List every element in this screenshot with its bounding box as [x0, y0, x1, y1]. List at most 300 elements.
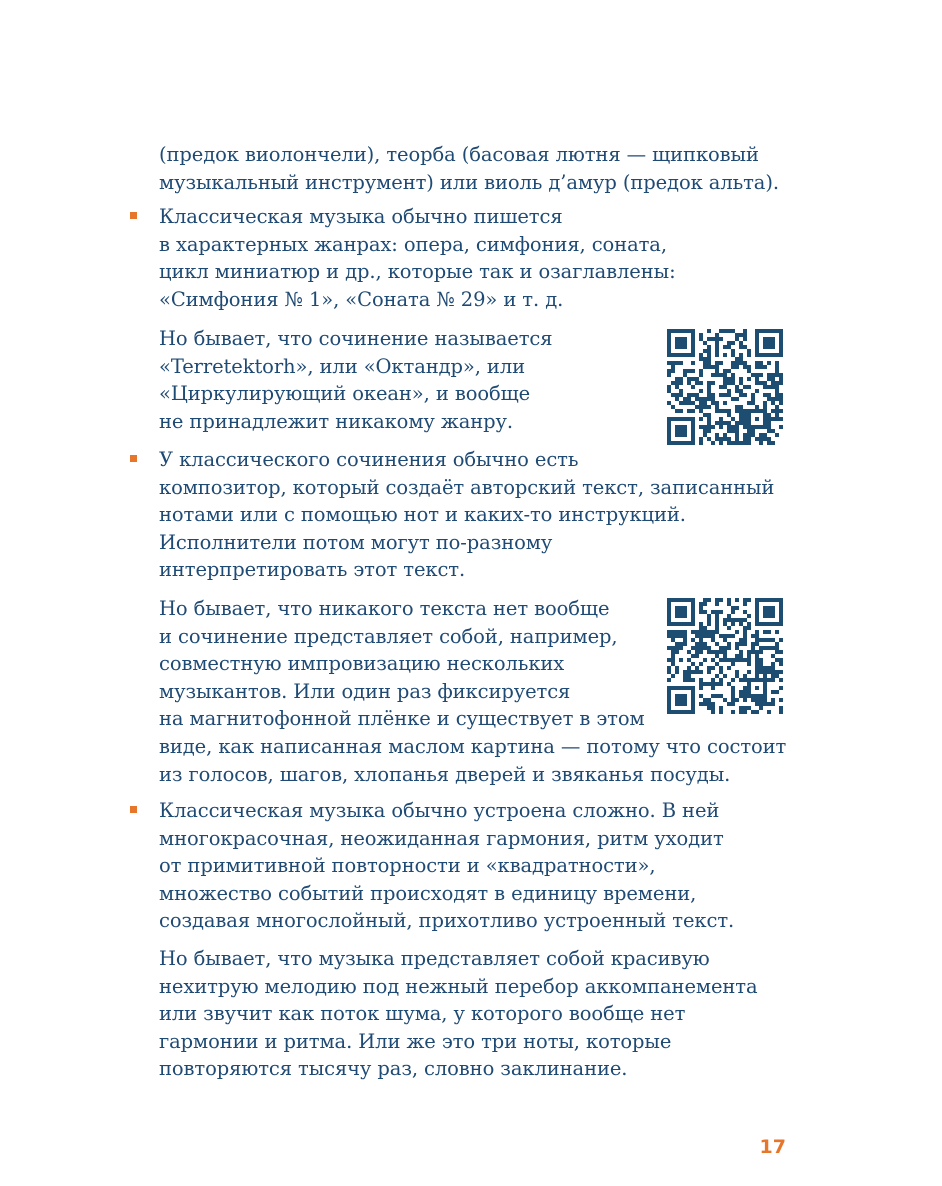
qr-module: [743, 630, 747, 634]
qr-module: [671, 674, 675, 678]
qr-module: [731, 349, 735, 353]
qr-module: [691, 341, 695, 345]
qr-module: [775, 642, 779, 646]
qr-module: [695, 630, 699, 634]
qr-module: [679, 630, 683, 634]
qr-module: [719, 682, 723, 686]
qr-module: [711, 610, 715, 614]
qr-module: [775, 361, 779, 365]
page-number: 17: [759, 1136, 786, 1158]
bullet-item-complexity: [159, 797, 734, 935]
qr-module: [743, 610, 747, 614]
qr-module: [775, 393, 779, 397]
qr-module: [747, 385, 751, 389]
qr-module: [679, 389, 683, 393]
qr-module: [759, 361, 763, 365]
qr-module: [691, 690, 695, 694]
qr-module: [675, 670, 679, 674]
qr-module: [699, 694, 703, 698]
qr-module: [691, 401, 695, 405]
qr-module: [703, 658, 707, 662]
qr-module: [751, 646, 755, 650]
qr-module: [711, 441, 715, 445]
qr-module: [771, 337, 775, 341]
qr-module: [767, 614, 771, 618]
qr-module: [699, 373, 703, 377]
qr-module: [743, 710, 747, 714]
qr-module: [719, 678, 723, 682]
qr-module: [715, 405, 719, 409]
qr-module: [747, 686, 751, 690]
qr-module: [727, 658, 731, 662]
qr-module: [727, 341, 731, 345]
qr-module: [779, 658, 783, 662]
qr-module: [683, 606, 687, 610]
qr-module: [675, 694, 679, 698]
qr-module: [687, 674, 691, 678]
qr-module: [687, 377, 691, 381]
qr-module: [775, 397, 779, 401]
qr-module: [719, 329, 723, 333]
text-line: Но бывает, что никакого текста нет вообще: [159, 597, 610, 620]
qr-module: [671, 361, 675, 365]
qr-module: [719, 425, 723, 429]
qr-module: [727, 614, 731, 618]
qr-module: [707, 385, 711, 389]
qr-module: [763, 690, 767, 694]
qr-module: [731, 698, 735, 702]
qr-module: [779, 598, 783, 602]
qr-module: [711, 678, 715, 682]
qr-module: [743, 337, 747, 341]
qr-module: [735, 385, 739, 389]
qr-module: [675, 429, 679, 433]
qr-module: [767, 329, 771, 333]
qr-module: [675, 381, 679, 385]
qr-module: [775, 598, 779, 602]
bullet-marker: [130, 455, 137, 462]
qr-module: [767, 710, 771, 714]
qr-module: [707, 429, 711, 433]
qr-module: [679, 409, 683, 413]
qr-module: [715, 694, 719, 698]
qr-module: [779, 678, 783, 682]
qr-module: [775, 417, 779, 421]
qr-module: [679, 433, 683, 437]
qr-module: [751, 642, 755, 646]
qr-module: [727, 425, 731, 429]
qr-module: [667, 389, 671, 393]
qr-module: [731, 622, 735, 626]
qr-module: [735, 646, 739, 650]
qr-module: [759, 433, 763, 437]
qr-module: [711, 634, 715, 638]
qr-module: [739, 393, 743, 397]
qr-module: [775, 385, 779, 389]
qr-module: [767, 441, 771, 445]
qr-module: [759, 437, 763, 441]
qr-module: [699, 425, 703, 429]
qr-module: [683, 610, 687, 614]
qr-module: [779, 662, 783, 666]
qr-module: [723, 650, 727, 654]
qr-module: [675, 377, 679, 381]
qr-module: [767, 606, 771, 610]
qr-module: [743, 626, 747, 630]
qr-module: [775, 674, 779, 678]
qr-module: [719, 650, 723, 654]
qr-module: [719, 393, 723, 397]
qr-module: [767, 413, 771, 417]
qr-module: [727, 389, 731, 393]
qr-module: [687, 678, 691, 682]
qr-module: [767, 646, 771, 650]
qr-module: [691, 385, 695, 389]
qr-module: [739, 413, 743, 417]
qr-module: [771, 345, 775, 349]
qr-module: [667, 598, 671, 602]
qr-module: [667, 618, 671, 622]
qr-module: [747, 401, 751, 405]
qr-module: [703, 634, 707, 638]
qr-module: [763, 437, 767, 441]
qr-module: [719, 421, 723, 425]
qr-module: [743, 634, 747, 638]
qr-module: [683, 670, 687, 674]
text-line: Классическая музыка обычно устроена сложно. В ней: [159, 799, 720, 822]
qr-code-2[interactable]: [667, 598, 783, 714]
qr-module: [739, 341, 743, 345]
qr-module: [691, 333, 695, 337]
qr-module: [723, 654, 727, 658]
qr-module: [755, 425, 759, 429]
qr-module: [703, 642, 707, 646]
qr-module: [731, 365, 735, 369]
qr-module: [675, 397, 679, 401]
qr-module: [727, 682, 731, 686]
text-line: музыкальный инструмент) или виоль д’амур (предок альта).: [159, 170, 779, 194]
qr-module: [691, 598, 695, 602]
qr-module: [703, 598, 707, 602]
qr-module: [775, 658, 779, 662]
text-line: создавая многослойный, прихотливо устроенный текст.: [159, 909, 735, 933]
qr-module: [739, 353, 743, 357]
qr-module: [751, 710, 755, 714]
qr-module: [671, 630, 675, 634]
qr-module: [719, 670, 723, 674]
qr-module: [699, 610, 703, 614]
qr-module: [719, 437, 723, 441]
qr-module: [775, 622, 779, 626]
qr-module: [723, 409, 727, 413]
qr-module: [739, 381, 743, 385]
qr-module: [687, 686, 691, 690]
text-line: «Terretektorh», или «Октандр», или: [159, 354, 526, 378]
qr-module: [771, 678, 775, 682]
qr-module: [667, 666, 671, 670]
qr-module: [711, 397, 715, 401]
qr-module: [683, 401, 687, 405]
qr-module: [687, 381, 691, 385]
qr-module: [731, 634, 735, 638]
qr-module: [735, 405, 739, 409]
qr-module: [775, 369, 779, 373]
qr-module: [731, 441, 735, 445]
qr-module: [767, 630, 771, 634]
qr-module: [735, 421, 739, 425]
qr-module: [759, 662, 763, 666]
qr-module: [671, 686, 675, 690]
qr-module: [727, 666, 731, 670]
qr-module: [683, 425, 687, 429]
qr-module: [719, 441, 723, 445]
qr-module: [779, 401, 783, 405]
qr-module: [715, 349, 719, 353]
qr-module: [779, 337, 783, 341]
text-line: на магнитофонной плёнке и существует в этом: [159, 707, 645, 731]
qr-module: [691, 602, 695, 606]
qr-module: [771, 610, 775, 614]
qr-module: [723, 658, 727, 662]
qr-module: [679, 353, 683, 357]
qr-module: [771, 397, 775, 401]
qr-code-1[interactable]: [667, 329, 783, 445]
qr-module: [687, 670, 691, 674]
qr-module: [715, 622, 719, 626]
qr-module: [767, 345, 771, 349]
qr-module: [699, 650, 703, 654]
qr-module: [755, 670, 759, 674]
qr-module: [715, 341, 719, 345]
bullet-item-composer: [159, 446, 774, 584]
qr-module: [763, 417, 767, 421]
qr-module: [727, 626, 731, 630]
text-line: нотами или с помощью нот и каких-то инструкций.: [159, 503, 686, 527]
qr-module: [699, 622, 703, 626]
qr-module: [691, 441, 695, 445]
qr-module: [779, 670, 783, 674]
qr-module: [767, 337, 771, 341]
qr-module: [675, 441, 679, 445]
qr-module: [679, 610, 683, 614]
qr-module: [703, 361, 707, 365]
qr-module: [687, 441, 691, 445]
qr-module: [743, 678, 747, 682]
qr-module: [667, 606, 671, 610]
qr-module: [747, 662, 751, 666]
qr-module: [675, 341, 679, 345]
qr-module: [707, 622, 711, 626]
qr-module: [743, 694, 747, 698]
qr-module: [691, 618, 695, 622]
qr-module: [727, 421, 731, 425]
qr-module: [691, 614, 695, 618]
qr-module: [735, 397, 739, 401]
qr-module: [755, 417, 759, 421]
qr-module: [755, 389, 759, 393]
qr-module: [695, 377, 699, 381]
qr-module: [739, 694, 743, 698]
qr-module: [715, 369, 719, 373]
qr-module: [767, 417, 771, 421]
qr-module: [707, 353, 711, 357]
qr-module: [779, 638, 783, 642]
qr-module: [763, 702, 767, 706]
qr-module: [679, 425, 683, 429]
qr-module: [679, 393, 683, 397]
qr-module: [691, 686, 695, 690]
qr-module: [723, 634, 727, 638]
qr-module: [759, 373, 763, 377]
qr-module: [771, 622, 775, 626]
qr-module: [755, 341, 759, 345]
qr-module: [739, 690, 743, 694]
qr-module: [755, 361, 759, 365]
qr-module: [779, 610, 783, 614]
qr-module: [687, 369, 691, 373]
qr-module: [711, 702, 715, 706]
qr-module: [667, 369, 671, 373]
qr-module: [723, 329, 727, 333]
qr-module: [743, 698, 747, 702]
qr-module: [699, 702, 703, 706]
qr-module: [779, 698, 783, 702]
qr-module: [751, 698, 755, 702]
qr-module: [747, 417, 751, 421]
qr-module: [779, 417, 783, 421]
qr-module: [747, 429, 751, 433]
qr-module: [771, 329, 775, 333]
qr-module: [699, 381, 703, 385]
qr-module: [711, 650, 715, 654]
qr-module: [667, 361, 671, 365]
qr-module: [779, 393, 783, 397]
qr-module: [667, 702, 671, 706]
qr-module: [771, 670, 775, 674]
qr-module: [667, 417, 671, 421]
qr-module: [703, 429, 707, 433]
qr-module: [747, 626, 751, 630]
qr-module: [759, 381, 763, 385]
qr-module: [699, 670, 703, 674]
qr-module: [755, 345, 759, 349]
qr-module: [715, 365, 719, 369]
text-line: в характерных жанрах: опера, симфония, соната,: [159, 232, 667, 256]
qr-module: [683, 369, 687, 373]
qr-module: [691, 694, 695, 698]
qr-module: [675, 433, 679, 437]
qr-module: [675, 353, 679, 357]
qr-module: [743, 425, 747, 429]
qr-module: [711, 710, 715, 714]
qr-module: [671, 381, 675, 385]
qr-module: [759, 658, 763, 662]
qr-module: [763, 598, 767, 602]
qr-module: [699, 642, 703, 646]
qr-module: [731, 662, 735, 666]
qr-module: [723, 373, 727, 377]
qr-module: [671, 353, 675, 357]
qr-module: [743, 686, 747, 690]
qr-module: [675, 393, 679, 397]
qr-module: [675, 702, 679, 706]
qr-module: [723, 393, 727, 397]
qr-module: [747, 706, 751, 710]
qr-module: [747, 622, 751, 626]
text-line: Классическая музыка обычно пишется: [159, 205, 563, 228]
qr-module: [743, 598, 747, 602]
qr-module: [711, 630, 715, 634]
qr-module: [683, 622, 687, 626]
qr-module: [747, 678, 751, 682]
qr-module: [679, 381, 683, 385]
qr-module: [683, 698, 687, 702]
qr-module: [683, 642, 687, 646]
qr-module: [779, 606, 783, 610]
qr-module: [767, 397, 771, 401]
qr-module: [751, 678, 755, 682]
qr-module: [743, 413, 747, 417]
qr-module: [667, 614, 671, 618]
qr-module: [731, 658, 735, 662]
qr-module: [715, 333, 719, 337]
qr-module: [755, 333, 759, 337]
qr-module: [771, 654, 775, 658]
qr-module: [687, 666, 691, 670]
qr-module: [711, 401, 715, 405]
qr-module: [679, 329, 683, 333]
qr-module: [691, 349, 695, 353]
qr-module: [727, 602, 731, 606]
qr-module: [775, 690, 779, 694]
qr-module: [779, 650, 783, 654]
qr-module: [691, 698, 695, 702]
qr-module: [711, 658, 715, 662]
qr-module: [667, 658, 671, 662]
qr-module: [675, 610, 679, 614]
qr-module: [751, 425, 755, 429]
text-line: «Циркулирующий океан», и вообще: [159, 382, 531, 406]
qr-module: [739, 409, 743, 413]
qr-module: [775, 373, 779, 377]
qr-module: [715, 674, 719, 678]
qr-module: [671, 365, 675, 369]
qr-module: [779, 349, 783, 353]
qr-module: [715, 433, 719, 437]
qr-module: [695, 642, 699, 646]
qr-module: [727, 598, 731, 602]
qr-module: [687, 401, 691, 405]
qr-module: [755, 678, 759, 682]
qr-module: [671, 598, 675, 602]
qr-module: [767, 429, 771, 433]
qr-module: [779, 602, 783, 606]
qr-module: [779, 706, 783, 710]
qr-module: [771, 702, 775, 706]
qr-module: [679, 686, 683, 690]
qr-module: [719, 634, 723, 638]
qr-module: [763, 405, 767, 409]
qr-module: [731, 678, 735, 682]
qr-module: [719, 694, 723, 698]
qr-module: [671, 658, 675, 662]
qr-module: [755, 654, 759, 658]
qr-module: [747, 413, 751, 417]
qr-module: [699, 626, 703, 630]
qr-module: [679, 377, 683, 381]
qr-module: [719, 666, 723, 670]
qr-module: [775, 433, 779, 437]
